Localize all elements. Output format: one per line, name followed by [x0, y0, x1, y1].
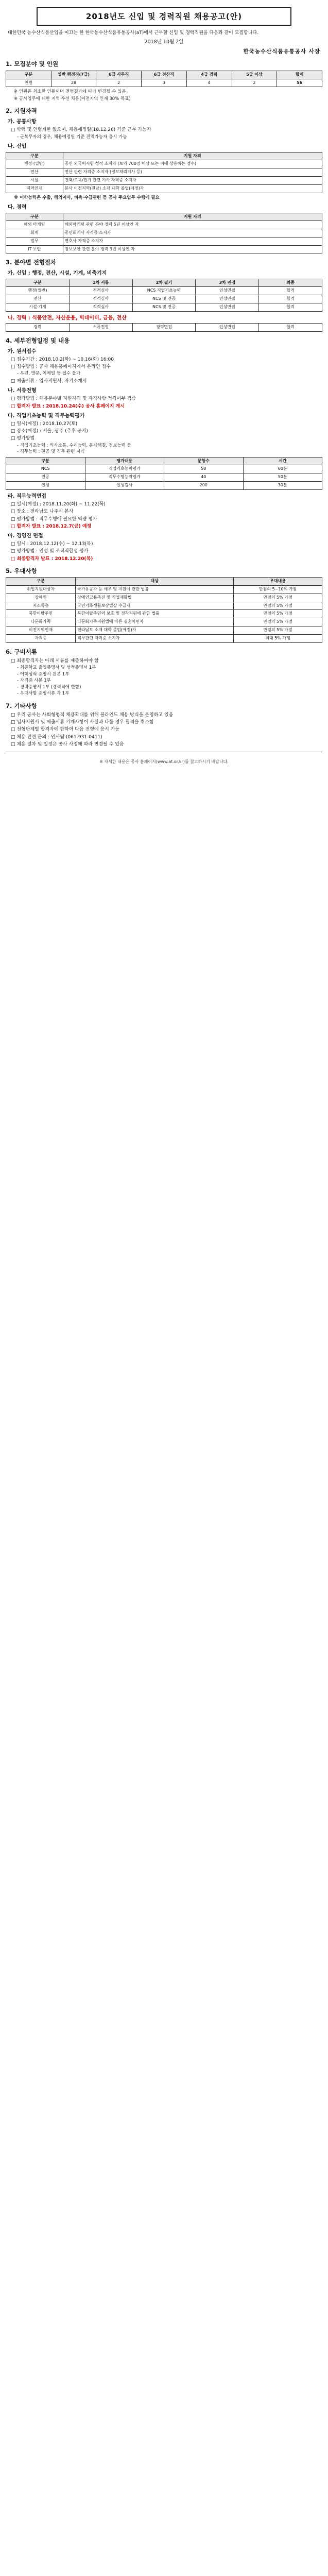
- table-cell: 30분: [243, 481, 322, 489]
- table-row: [6, 626, 322, 635]
- note: ※ 공사업무에 대한 지역 우선 채용(이전지역 인재 30% 목표): [14, 96, 131, 101]
- table-cell: 60분: [243, 465, 322, 473]
- table-cell: 저소득층: [6, 602, 76, 610]
- table-cell: 직무수행능력평가: [85, 473, 164, 482]
- table-header-cell: 1차 서류: [69, 279, 132, 287]
- table-cell: 인성면접: [196, 287, 259, 295]
- table-cell: 적격심사: [69, 287, 132, 295]
- table-cell: 만점의 5% 가점: [234, 626, 322, 635]
- table-cell: NCS 직업기초능력: [132, 287, 196, 295]
- document-title: 2018년도 신입 및 경력직원 채용공고(안): [37, 7, 291, 26]
- recruit-count-table: [6, 71, 322, 88]
- list-item: □ 접수기간 : 2018.10.2(화) ~ 10.16(화) 16:00: [11, 357, 114, 362]
- table-cell: 국민기초생활보장법상 수급자: [76, 602, 234, 610]
- list-item: - 직업기초능력 : 의사소통, 수리능력, 문제해결, 정보능력 등: [17, 443, 131, 448]
- table-row: [6, 473, 322, 482]
- footer-note: ※ 자세한 내용은 공사 홈페이지(www.at.or.kr)를 참고하시기 바랍니다.: [99, 759, 229, 764]
- list-item: □ 제출서류 : 입사지원서, 자기소개서: [11, 378, 87, 384]
- table-header-cell: 우대내용: [234, 578, 322, 586]
- table-cell: 건축/토목/전기 관련 기사 자격증 소지자: [63, 176, 322, 184]
- screening-process-table: [6, 279, 322, 312]
- table-cell: 3: [142, 79, 187, 87]
- table-cell: 전산: [6, 168, 63, 177]
- subsection-title: 가. 신입 : 행정, 전산, 시설, 기계, 비축기지: [8, 270, 107, 276]
- new-hire-qualification-table: [6, 152, 322, 193]
- table-header-row: [6, 457, 322, 465]
- table-header-cell: 일반 행정직(7급): [51, 71, 96, 79]
- table-cell: 2: [232, 79, 277, 87]
- table-header-cell: 최종: [259, 279, 322, 287]
- table-cell: 40: [164, 473, 244, 482]
- table-header-cell: 지원 자격: [63, 213, 322, 221]
- table-cell: 최대 5% 가점: [234, 634, 322, 642]
- table-header-cell: 구분: [6, 213, 63, 221]
- table-cell: 적격심사: [69, 295, 132, 303]
- table-cell: 다문화가족: [6, 618, 76, 626]
- table-cell: 만점의 5% 가점: [234, 602, 322, 610]
- table-cell: 시설·기계: [6, 303, 70, 311]
- subsection-title: 다. 직업기초능력 및 직무능력평가: [8, 413, 85, 419]
- table-cell: 직무관련 자격증 소지자: [76, 634, 234, 642]
- table-cell: 본사 이전지역(전남) 소재 대학 졸업(예정)자: [63, 184, 322, 193]
- table-header-cell: 4급 경력: [186, 71, 232, 79]
- table-cell: 50분: [243, 473, 322, 482]
- table-row: [6, 634, 322, 642]
- table-cell: 서류전형: [69, 324, 132, 332]
- list-item: - 자격증 사본 1부: [17, 678, 51, 684]
- list-item: - 우편, 방문, 이메일 등 접수 불가: [17, 371, 81, 377]
- table-row: [6, 303, 322, 311]
- table-cell: 이전지역인재: [6, 626, 76, 635]
- table-cell: 200: [164, 481, 244, 489]
- table-header-cell: 문항수: [164, 457, 244, 465]
- table-header-row: [6, 71, 322, 79]
- table-cell: 직업기초능력평가: [85, 465, 164, 473]
- table-cell: 장애인: [6, 594, 76, 602]
- table-cell: 인원: [6, 79, 51, 87]
- section-5-title: 5. 우대사항: [6, 567, 37, 574]
- subsection-title: 나. 서류전형: [8, 387, 37, 394]
- table-cell: 해외마케팅 관련 분야 경력 5년 이상인 자: [63, 221, 322, 229]
- table-row: [6, 610, 322, 618]
- table-cell: 적격심사: [69, 303, 132, 311]
- section-3-title: 3. 분야별 전형절차: [6, 259, 57, 266]
- table-row: [6, 324, 322, 332]
- list-item: □ 평가방법 : 인성 및 조직적합성 평가: [11, 549, 89, 554]
- section-6-title: 6. 구비서류: [6, 648, 37, 655]
- list-item: - 군복무자의 경우, 채용예정일 기준 전역가능자 응시 가능: [17, 134, 127, 140]
- table-cell: 경력면접: [132, 324, 196, 332]
- table-cell: 합격: [259, 287, 322, 295]
- table-cell: 북한이탈주민: [6, 610, 76, 618]
- table-header-row: [6, 213, 322, 221]
- table-cell: 인성면접: [196, 324, 259, 332]
- table-cell: IT 보안: [6, 245, 63, 253]
- list-item: □ 우리 공사는 사회형평적 채용확대를 위해 블라인드 채용 방식을 운영하고 있음: [11, 713, 174, 718]
- table-row: [6, 245, 322, 253]
- table-header-cell: 평가내용: [85, 457, 164, 465]
- table-row: [6, 168, 322, 177]
- table-header-cell: 구분: [6, 578, 76, 586]
- table-cell: 50: [164, 465, 244, 473]
- table-header-row: [6, 152, 322, 160]
- table-row: [6, 618, 322, 626]
- list-item: □ 일시(예정) : 2018.11.20(화) ~ 11.22(목): [11, 502, 106, 507]
- table-header-cell: 대상: [76, 578, 234, 586]
- table-header-cell: 2차 필기: [132, 279, 196, 287]
- table-cell: 합격: [259, 324, 322, 332]
- table-row: [6, 176, 322, 184]
- table-cell: 전산: [6, 295, 70, 303]
- highlight-note: ※ 어학능력은 수출, 해외지사, 비축·수급관련 등 공사 주요업무 수행에 필요: [14, 195, 160, 200]
- table-cell: 전공: [6, 473, 85, 482]
- table-cell: 해외 마케팅: [6, 221, 63, 229]
- table-row: [6, 287, 322, 295]
- table-cell: 변호사 자격증 소지자: [63, 237, 322, 245]
- list-item: - 우대사항 증빙서류 각 1부: [17, 691, 70, 697]
- table-cell: 시설: [6, 176, 63, 184]
- list-item: □ 채용 절차 및 일정은 공사 사정에 따라 변경될 수 있음: [11, 741, 124, 747]
- table-header-row: [6, 578, 322, 586]
- list-item: - 직무능력 : 전공 및 직무 관련 지식: [17, 449, 85, 455]
- organization-name: 한국농수산식품유통공사 사장: [243, 48, 320, 55]
- table-row: [6, 295, 322, 303]
- document-page: [6, 0, 322, 773]
- list-item: □ 일시 : 2018.12.12(수) ~ 12.13(목): [11, 541, 93, 547]
- table-cell: 장애인고용촉진 및 직업재활법: [76, 594, 234, 602]
- table-cell: 인성면접: [196, 295, 259, 303]
- table-row: [6, 602, 322, 610]
- table-cell: 2: [96, 79, 142, 87]
- table-cell: NCS 및 전공: [132, 303, 196, 311]
- list-item: - 경력증명서 1부 (경력직에 한함): [17, 684, 81, 690]
- table-cell: 56: [277, 79, 322, 87]
- list-item: □ 합격자 발표 : 2018.12.7(금) 예정: [11, 523, 92, 529]
- table-cell: 공인 외국어시험 성적 소지자 (토익 700점 이상 또는 이에 상응하는 점수): [63, 160, 322, 168]
- table-cell: 만점의 5% 가점: [234, 610, 322, 618]
- list-item: □ 전형단계별 합격자에 한하여 다음 전형에 응시 가능: [11, 727, 120, 733]
- table-row: [6, 586, 322, 594]
- section-2-title: 2. 지원자격: [6, 107, 37, 115]
- list-item: - 어학성적 증명서 원본 1부: [17, 671, 70, 677]
- table-header-cell: 3차 면접: [196, 279, 259, 287]
- list-item: □ 평가방법: [11, 436, 35, 442]
- table-row: [6, 594, 322, 602]
- table-header-cell: 구분: [6, 279, 70, 287]
- list-item: □ 장소(예정) : 서울, 광주 (추후 공지): [11, 429, 88, 434]
- table-cell: 자격증: [6, 634, 76, 642]
- table-cell: 다문화가족지원법에 따른 결혼이민자: [76, 618, 234, 626]
- section-7-title: 7. 기타사항: [6, 702, 37, 709]
- list-item: □ 최종합격자 발표 : 2018.12.20(목): [11, 556, 93, 562]
- preference-table: [6, 577, 322, 642]
- table-row: [6, 79, 322, 87]
- table-cell: 인성면접: [196, 303, 259, 311]
- table-header-cell: 시간: [243, 457, 322, 465]
- table-header-cell: 지원 자격: [63, 152, 322, 160]
- note: ※ 인원은 최소한 인원이며 전형결과에 따라 변경될 수 있음: [14, 89, 126, 95]
- table-cell: 인성: [6, 481, 85, 489]
- list-item: □ 학력 및 연령제한 없으며, 채용예정일(18.12.26) 기준 근무 가능자: [11, 127, 151, 133]
- experienced-qualification-table: [6, 213, 322, 254]
- list-item: □ 채용 관련 문의 : 인사팀 (061-931-0411): [11, 734, 102, 740]
- list-item: □ 평가방법 : 직무수행에 필요한 역량 평가: [11, 516, 97, 522]
- subsection-title: 가. 원서접수: [8, 348, 37, 354]
- table-header-cell: 합계: [277, 71, 322, 79]
- table-cell: NCS 및 전공: [132, 295, 196, 303]
- section-1-title: 1. 모집분야 및 인원: [6, 60, 59, 68]
- section-4-title: 4. 세부전형일정 및 내용: [6, 336, 70, 344]
- table-cell: NCS: [6, 465, 85, 473]
- table-cell: 전라남도 소재 대학 졸업(예정)자: [76, 626, 234, 635]
- table-cell: 정보보안 관련 분야 경력 3년 이상인 자: [63, 245, 322, 253]
- table-cell: 행정(일반): [6, 287, 70, 295]
- table-row: [6, 221, 322, 229]
- list-item: □ 평가방법 : 채용분야별 지원자격 및 자격사항 적격여부 검증: [11, 396, 136, 402]
- table-header-cell: 구분: [6, 71, 51, 79]
- subsection-title: 나. 신입: [8, 144, 27, 150]
- table-cell: 28: [51, 79, 96, 87]
- list-item: □ 접수방법 : 공사 채용홈페이지에서 온라인 접수: [11, 364, 111, 370]
- table-cell: 회계: [6, 229, 63, 238]
- table-cell: 행정 (일반): [6, 160, 63, 168]
- table-row: [6, 160, 322, 168]
- table-cell: 합격: [259, 295, 322, 303]
- table-cell: 인성검사: [85, 481, 164, 489]
- table-cell: 4: [186, 79, 232, 87]
- table-header-cell: 6급 전산직: [142, 71, 187, 79]
- table-cell: 취업지원대상자: [6, 586, 76, 594]
- table-cell: 법무: [6, 237, 63, 245]
- table-row: [6, 184, 322, 193]
- table-cell: 합격: [259, 303, 322, 311]
- table-row: [6, 481, 322, 489]
- table-cell: 만점의 5% 가점: [234, 594, 322, 602]
- table-header-cell: 구분: [6, 152, 63, 160]
- subsection-title: 가. 공통사항: [8, 118, 37, 125]
- subsection-title: 나. 경력 : 식품안전, 자산운용, 빅데이터, 금융, 전산: [8, 315, 127, 321]
- table-header-cell: 5급 이상: [232, 71, 277, 79]
- list-item: □ 합격자 발표 : 2018.10.24(수) 공사 홈페이지 게시: [11, 403, 125, 409]
- table-header-cell: 구분: [6, 457, 85, 465]
- announcement-date: 2018년 10월 2일: [144, 39, 184, 45]
- table-header-cell: 6급 사무직: [96, 71, 142, 79]
- list-item: - 최종학교 졸업증명서 및 성적증명서 1부: [17, 665, 96, 671]
- table-cell: 북한이탈주민의 보호 및 정착지원에 관한 법률: [76, 610, 234, 618]
- table-cell: 만점의 5~10% 가점: [234, 586, 322, 594]
- list-item: □ 최종합격자는 아래 서류를 제출하여야 함: [11, 658, 99, 664]
- intro-text: 대한민국 농수산식품산업을 이끄는 한 한국농수산식품유통공사(aT)에서 근무할 신입 및 경력직원을 다음과 같이 모집합니다.: [8, 30, 259, 36]
- subsection-title: 마. 경영진 면접: [8, 533, 43, 539]
- subsection-title: 라. 직무능력면접: [8, 493, 46, 499]
- table-cell: 만점의 5% 가점: [234, 618, 322, 626]
- table-cell: 공인회계사 자격증 소지자: [63, 229, 322, 238]
- experienced-process-table: [6, 323, 322, 332]
- table-row: [6, 465, 322, 473]
- table-cell: 지역인재: [6, 184, 63, 193]
- list-item: □ 입사지원서 및 제출서류 기재사항이 사실과 다를 경우 합격을 취소함: [11, 720, 154, 725]
- table-row: [6, 229, 322, 238]
- list-item: □ 장소 : 전라남도 나주시 본사: [11, 509, 74, 515]
- table-cell: 전산 관련 자격증 소지자 (정보처리기사 등): [63, 168, 322, 177]
- table-cell: 경력: [6, 324, 70, 332]
- evaluation-table: [6, 457, 322, 490]
- subsection-title: 다. 경력: [8, 205, 27, 210]
- table-header-row: [6, 279, 322, 287]
- table-cell: 국가유공자 등 예우 및 지원에 관한 법률: [76, 586, 234, 594]
- table-row: [6, 237, 322, 245]
- list-item: □ 일시(예정) : 2018.10.27(토): [11, 421, 78, 427]
